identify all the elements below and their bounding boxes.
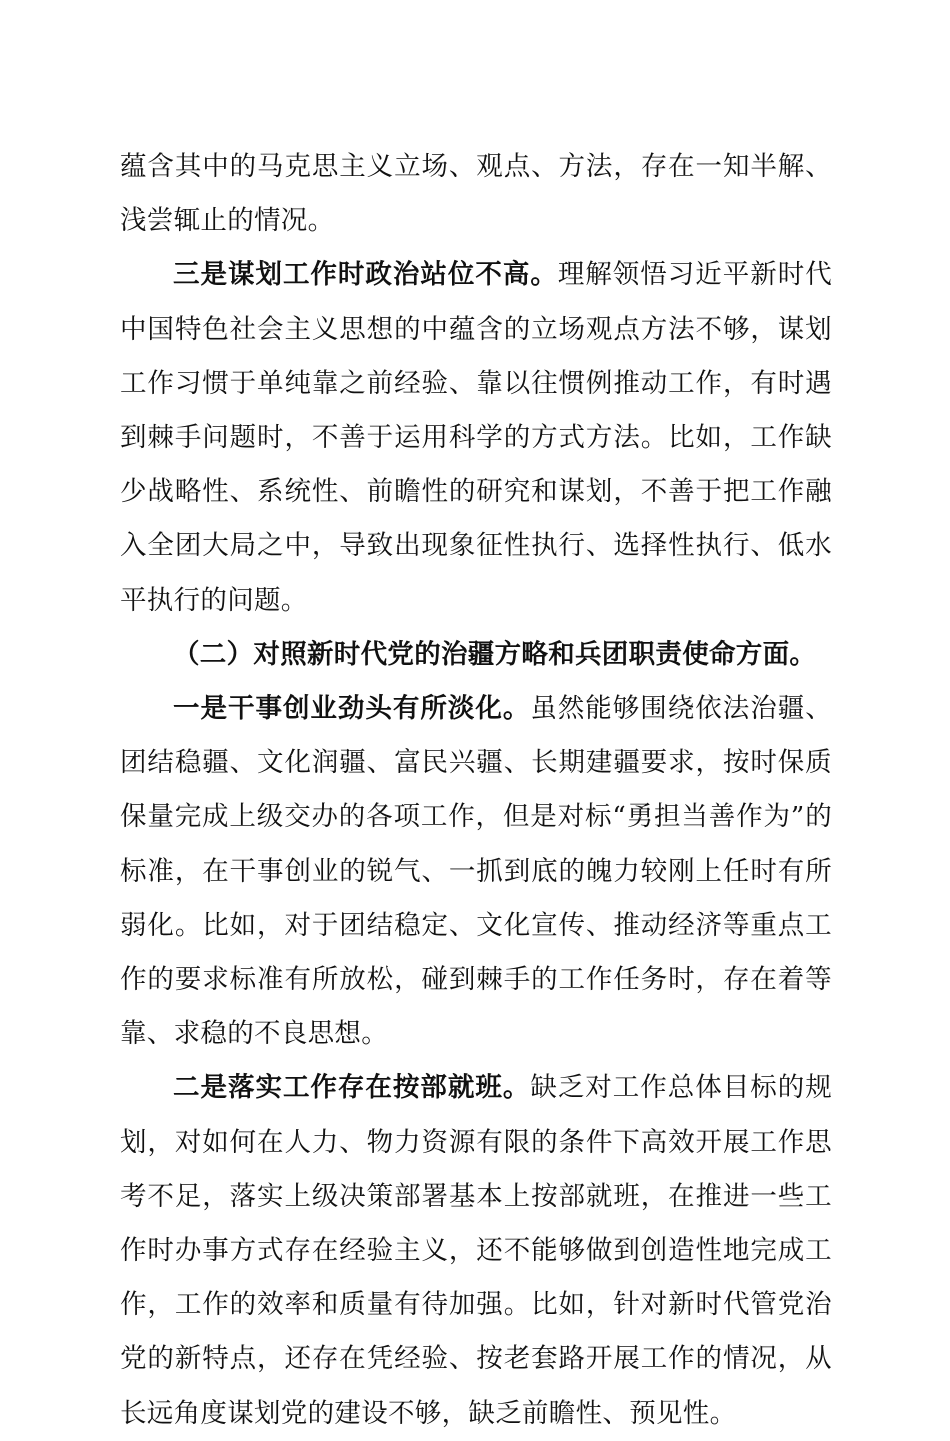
paragraph-text: 蕴含其中的马克思主义立场、观点、方法，存在一知半解、浅尝辄止的情况。 [120, 151, 832, 237]
paragraph-lead-heading: 三是谋划工作时政治站位不高。 [173, 259, 558, 291]
section-heading-text: （二）对照新时代党的治疆方略和兵团职责使命方面。 [173, 638, 817, 670]
paragraph-entrepreneurship [120, 682, 832, 1061]
paragraph-lead-heading: 一是干事创业劲头有所淡化。 [173, 693, 531, 725]
section-heading-two [120, 628, 832, 682]
paragraph-continuation [120, 140, 832, 248]
paragraph-text: 虽然能够围绕依法治疆、团结稳疆、文化润疆、富民兴疆、长期建疆要求，按时保质保量完成上级交办的各项工作，但是对标“勇担当善作为”的标准，在干事创业的锐气、一抓到底的魄力较刚上任时有所弱化。比如，对于团结稳定、文化宣传、推动经济等重点工作的要求标准有所放松，碰到棘手的工作任务时，存在着等靠、求稳的不良思想。 [120, 693, 832, 1050]
paragraph-political-stance [120, 248, 832, 627]
document-body [120, 140, 832, 1441]
paragraph-lead-heading: 二是落实工作存在按部就班。 [173, 1072, 531, 1104]
paragraph-text: 理解领悟习近平新时代中国特色社会主义思想的中蕴含的立场观点方法不够，谋划工作习惯于单纯靠之前经验、靠以往惯例推动工作，有时遇到棘手问题时，不善于运用科学的方式方法。比如，工作缺少战略性、系统性、前瞻性的研究和谋划，不善于把工作融入全团大局之中，导致出现象征性执行、选择性执行、低水平执行的问题。 [120, 259, 833, 616]
paragraph-implementation [120, 1061, 832, 1440]
paragraph-text: 缺乏对工作总体目标的规划，对如何在人力、物力资源有限的条件下高效开展工作思考不足，落实上级决策部署基本上按部就班，在推进一些工作时办事方式存在经验主义，还不能够做到创造性地完成工作，工作的效率和质量有待加强。比如，针对新时代管党治党的新特点，还存在凭经验、按老套路开展工作的情况，从长远角度谋划党的建设不够，缺乏前瞻性、预见性。 [120, 1072, 832, 1429]
